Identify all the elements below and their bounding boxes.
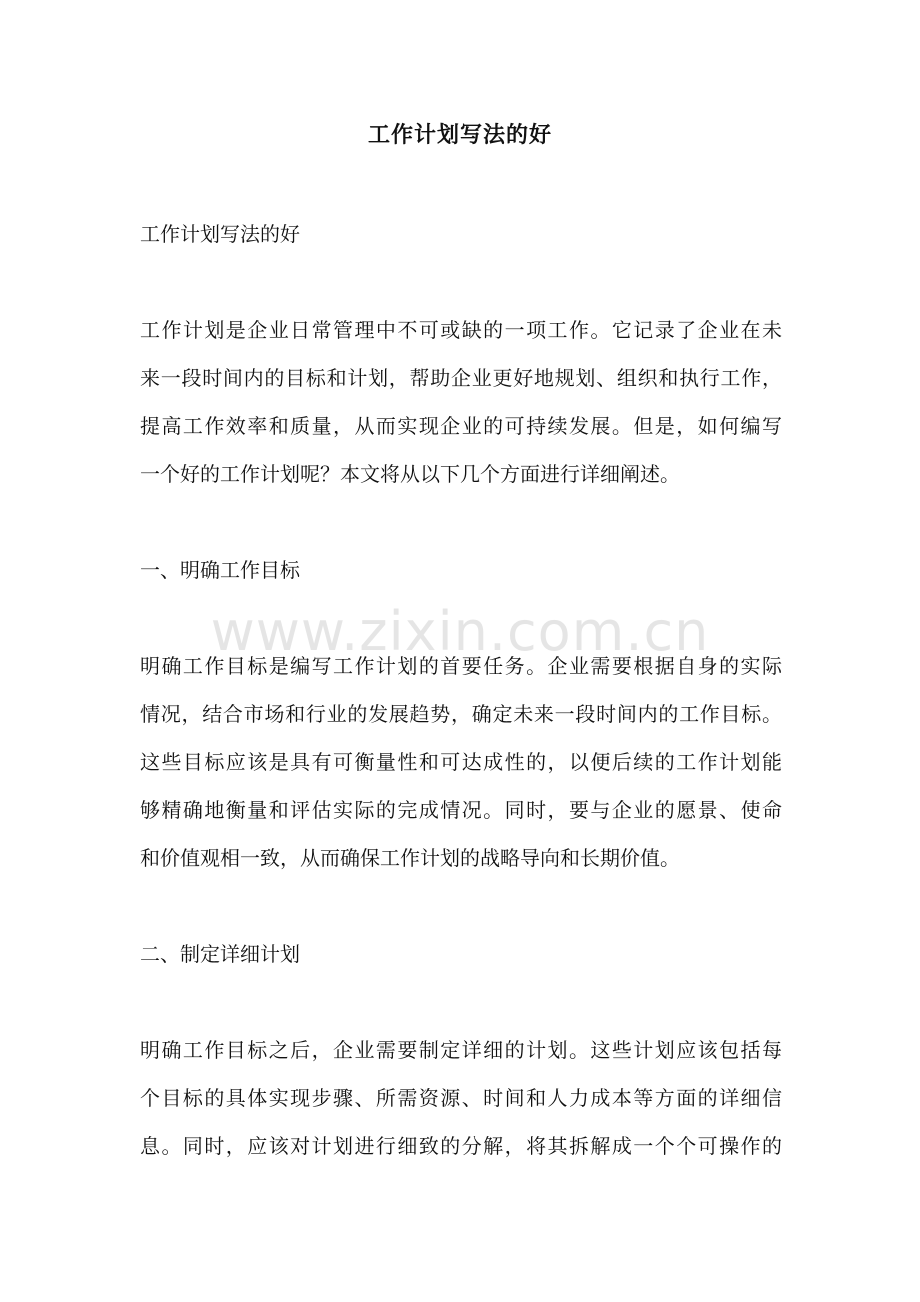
document-title: 工作计划写法的好 bbox=[367, 122, 552, 148]
document-subtitle: 工作计划写法的好 bbox=[140, 222, 300, 246]
paragraph-line: 和价值观相一致，从而确保工作计划的战略导向和长期价值。 bbox=[140, 846, 680, 870]
section-heading-goals: 一、明确工作目标 bbox=[140, 558, 300, 582]
paragraph-line: 明确工作目标之后，企业需要制定详细的计划。这些计划应该包括每 bbox=[140, 1038, 782, 1062]
paragraph-line: 息。同时，应该对计划进行细致的分解，将其拆解成一个个可操作的 bbox=[140, 1134, 782, 1158]
paragraph-line: 明确工作目标是编写工作计划的首要任务。企业需要根据自身的实际 bbox=[140, 654, 782, 678]
intro-line: 来一段时间内的目标和计划，帮助企业更好地规划、组织和执行工作， bbox=[140, 366, 782, 390]
paragraph-line: 个目标的具体实现步骤、所需资源、时间和人力成本等方面的详细信 bbox=[140, 1086, 782, 1110]
intro-line: 工作计划是企业日常管理中不可或缺的一项工作。它记录了企业在未 bbox=[140, 318, 782, 342]
paragraph-line: 情况，结合市场和行业的发展趋势，确定未来一段时间内的工作目标。 bbox=[140, 702, 782, 726]
intro-line: 一个好的工作计划呢？本文将从以下几个方面进行详细阐述。 bbox=[140, 462, 680, 486]
paragraph-line: 这些目标应该是具有可衡量性和可达成性的，以便后续的工作计划能 bbox=[140, 750, 782, 774]
intro-line: 提高工作效率和质量，从而实现企业的可持续发展。但是，如何编写 bbox=[140, 414, 782, 438]
paragraph-line: 够精确地衡量和评估实际的完成情况。同时，要与企业的愿景、使命 bbox=[140, 798, 782, 822]
watermark: www.zixin.com.cn bbox=[210, 600, 710, 663]
section-heading-plan: 二、制定详细计划 bbox=[140, 942, 300, 966]
